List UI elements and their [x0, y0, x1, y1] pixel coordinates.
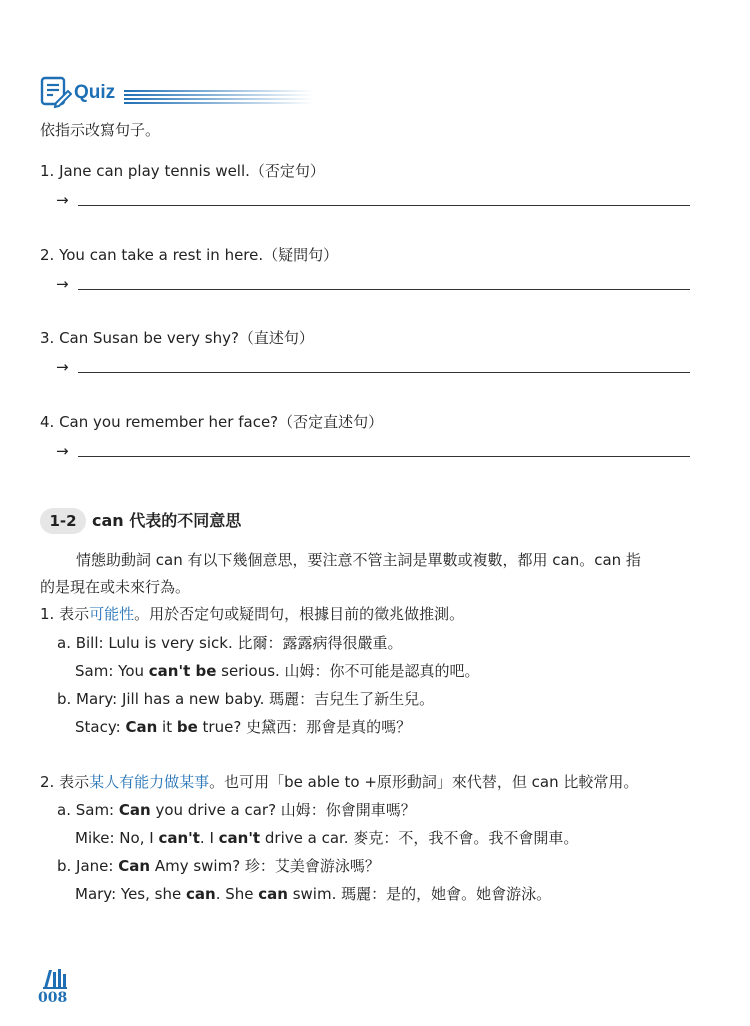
section-intro-line-1: 情態助動詞 can 有以下幾個意思，要注意不管主詞是單數或複數，都用 can。can 指	[76, 551, 641, 569]
point-2-heading	[40, 772, 638, 792]
answer-arrow-icon: →	[56, 358, 69, 376]
text-run: Amy swim? 珍：艾美會游泳嗎？	[150, 857, 380, 875]
example-2b-line-2	[75, 884, 551, 904]
quiz-question-1: 1. Jane can play tennis well.（否定句）	[40, 162, 325, 180]
bold-run: can't be	[148, 662, 217, 680]
answer-arrow-icon: →	[56, 275, 69, 293]
example-1a-line-2	[75, 661, 480, 681]
publisher-logo-icon	[42, 966, 68, 990]
text-run: swim. 瑪麗：是的，她會。她會游泳。	[287, 885, 552, 903]
point-2-suffix: 。也可用「be able to +原形動詞」來代替，但 can 比較常用。	[209, 773, 639, 791]
quiz-decor-lines	[124, 90, 314, 104]
quiz-pencil-icon	[40, 76, 72, 108]
bold-run: can	[185, 885, 216, 903]
text-run: you drive a car? 山姆：你會開車嗎？	[150, 801, 416, 819]
point-2-prefix: 2. 表示	[40, 773, 90, 791]
quiz-header	[40, 76, 320, 108]
quiz-label: Quiz	[74, 82, 116, 103]
section-title: can 代表的不同意思	[92, 511, 242, 530]
quiz-instruction: 依指示改寫句子。	[40, 121, 161, 139]
text-run: it	[157, 718, 177, 736]
text-run: a. Sam:	[57, 801, 119, 819]
answer-line-4[interactable]	[78, 456, 690, 457]
page-number: 008	[38, 990, 68, 1006]
text-run: Mike: No, I	[75, 829, 159, 847]
example-2a-line-2	[75, 828, 578, 848]
text-run: true? 史黛西：那會是真的嗎？	[197, 718, 412, 736]
quiz-question-2: 2. You can take a rest in here.（疑問句）	[40, 246, 339, 264]
example-1b-line-2	[75, 717, 411, 737]
quiz-question-4: 4. Can you remember her face?（否定直述句）	[40, 413, 384, 431]
text-run: . I	[199, 829, 219, 847]
answer-line-3[interactable]	[78, 372, 690, 373]
section-intro-line-2: 的是現在或未來行為。	[40, 578, 191, 596]
answer-line-1[interactable]	[78, 205, 690, 206]
point-1-prefix: 1. 表示	[40, 605, 90, 623]
bold-run: can't	[158, 829, 200, 847]
text-run: drive a car. 麥克：不，我不會。我不會開車。	[260, 829, 579, 847]
example-1a-line-1: a. Bill: Lulu is very sick. 比爾：露露病得很嚴重。	[57, 634, 403, 652]
section-number-badge: 1-2	[40, 508, 86, 534]
point-1-suffix: 。用於否定句或疑問句，根據目前的徵兆做推測。	[134, 605, 465, 623]
text-run: serious. 山姆：你不可能是認真的吧。	[216, 662, 480, 680]
bold-run: Can	[125, 718, 158, 736]
bold-run: can	[258, 885, 288, 903]
example-2b-line-1	[57, 856, 380, 876]
example-1b-line-1: b. Mary: Jill has a new baby. 瑪麗：吉兒生了新生兒。	[57, 690, 435, 708]
text-run: b. Jane:	[57, 857, 119, 875]
quiz-question-3: 3. Can Susan be very shy?（直述句）	[40, 329, 314, 347]
bold-run: Can	[118, 801, 151, 819]
answer-arrow-icon: →	[56, 442, 69, 460]
text-run: Sam: You	[75, 662, 149, 680]
bold-run: Can	[118, 857, 151, 875]
bold-run: can't	[218, 829, 261, 847]
point-2-keyword: 某人有能力做某事	[89, 773, 210, 791]
point-1-keyword: 可能性	[89, 605, 135, 623]
text-run: . She	[215, 885, 259, 903]
example-2a-line-1	[57, 800, 416, 820]
text-run: Mary: Yes, she	[75, 885, 186, 903]
answer-arrow-icon: →	[56, 191, 69, 209]
bold-run: be	[176, 718, 198, 736]
point-1-heading	[40, 604, 464, 624]
answer-line-2[interactable]	[78, 289, 690, 290]
text-run: Stacy:	[75, 718, 126, 736]
